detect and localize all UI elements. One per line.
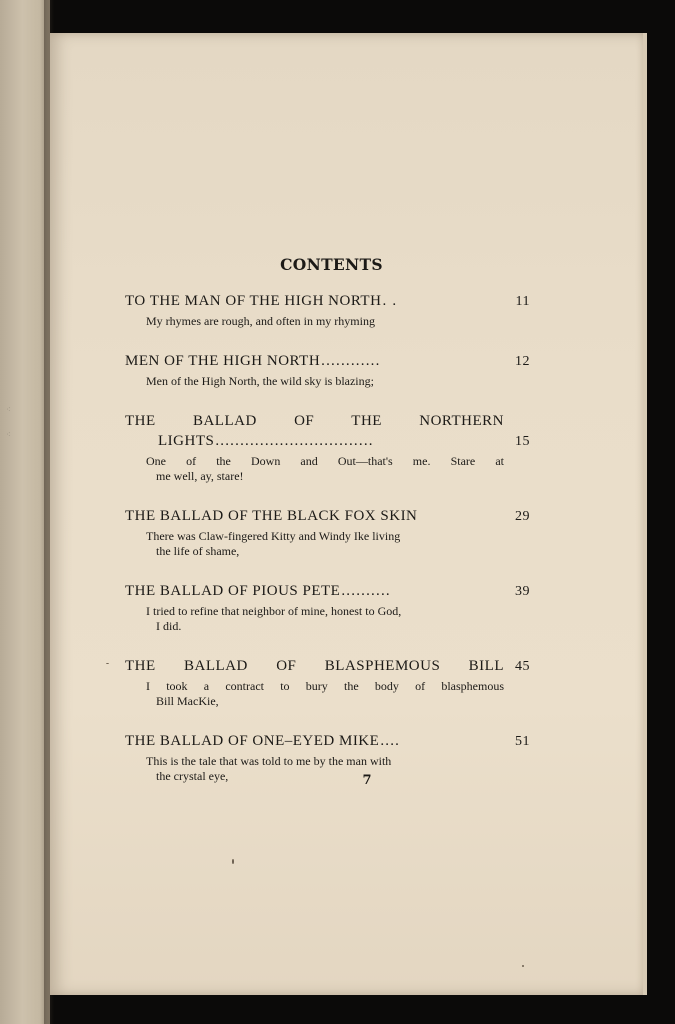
poem-title: TO THE MAN OF THE HIGH NORTH xyxy=(125,293,382,309)
dot-leader: ............ xyxy=(321,353,381,369)
paper-speck xyxy=(106,663,109,664)
page-number: 29 xyxy=(515,509,530,524)
show-through-mark: ⁖ xyxy=(6,405,11,414)
poem-first-line-continued: the life of shame, xyxy=(156,544,240,558)
poem-first-line-text: There was Claw-fingered Kitty and Windy Ike living xyxy=(146,529,401,543)
page-number: 15 xyxy=(515,434,530,449)
toc-entry-title-row xyxy=(125,656,530,677)
poem-first-line-text: I took a contract to bury the body of blasphemous xyxy=(146,679,504,693)
poem-first-line: Men of the High North, the wild sky is blazing; xyxy=(146,374,374,388)
page-folio: 7 xyxy=(362,773,372,788)
poem-first-line-text: I tried to refine that neighbor of mine, honest to God, xyxy=(146,604,402,618)
poem-first-line: My rhymes are rough, and often in my rhyming xyxy=(146,314,375,328)
poem-title: THE BALLAD OF BLASPHEMOUS BILL xyxy=(125,658,504,674)
dot-leader: .... xyxy=(380,733,401,749)
facing-page xyxy=(0,0,50,1024)
toc-entry-title-row xyxy=(125,411,530,431)
poem-first-line xyxy=(125,529,530,559)
toc-entry xyxy=(125,291,530,329)
toc-entry-title-row xyxy=(125,581,530,602)
toc-entry-title-row xyxy=(125,731,530,752)
poem-title: THE BALLAD OF THE BLACK FOX SKIN xyxy=(125,508,418,524)
page-number: 45 xyxy=(515,659,530,674)
toc-entry xyxy=(125,411,530,484)
dot-leader: ................................ xyxy=(215,433,374,449)
page-number: 39 xyxy=(515,584,530,599)
poem-first-line xyxy=(125,679,530,709)
toc-entry xyxy=(125,506,530,559)
poem-first-line-text: This is the tale that was told to me by the man with xyxy=(146,754,392,768)
poem-first-line xyxy=(125,454,530,484)
toc-entry xyxy=(125,351,530,389)
page-edge xyxy=(643,33,647,995)
poem-title: THE BALLAD OF PIOUS PETE xyxy=(125,583,341,599)
toc-entry xyxy=(125,656,530,709)
dot-leader: . . xyxy=(382,293,398,309)
poem-title: THE BALLAD OF ONE–EYED MIKE xyxy=(125,733,380,749)
poem-first-line-continued: Bill MacKie, xyxy=(156,694,219,708)
poem-title: MEN OF THE HIGH NORTH xyxy=(125,353,321,369)
dot-leader: .......... xyxy=(341,583,391,599)
show-through-mark: ⁖ xyxy=(6,430,11,439)
paper-speck xyxy=(232,859,234,864)
poem-first-line-text: One of the Down and Out—that's me. Stare at xyxy=(146,454,504,468)
poem-first-line xyxy=(125,604,530,634)
poem-first-line-continued: the crystal eye, xyxy=(156,769,229,783)
poem-title-continued: LIGHTS xyxy=(158,433,215,449)
page-number: 11 xyxy=(515,294,530,309)
contents-page xyxy=(50,33,644,995)
paper-speck xyxy=(522,965,524,967)
page-number: 51 xyxy=(515,734,530,749)
toc-entry-title-row xyxy=(125,351,530,372)
contents-heading: CONTENTS xyxy=(280,255,383,274)
toc-entry xyxy=(125,581,530,634)
toc-entry-title-row xyxy=(125,506,530,527)
poem-title: THE BALLAD OF THE NORTHERN xyxy=(125,413,504,429)
table-of-contents xyxy=(125,255,530,806)
poem-first-line-continued: me well, ay, stare! xyxy=(156,469,244,483)
toc-entry-title-row xyxy=(125,291,530,312)
poem-first-line-continued: I did. xyxy=(156,619,182,633)
page-number: 12 xyxy=(515,354,530,369)
toc-entry-title-row xyxy=(125,431,530,452)
